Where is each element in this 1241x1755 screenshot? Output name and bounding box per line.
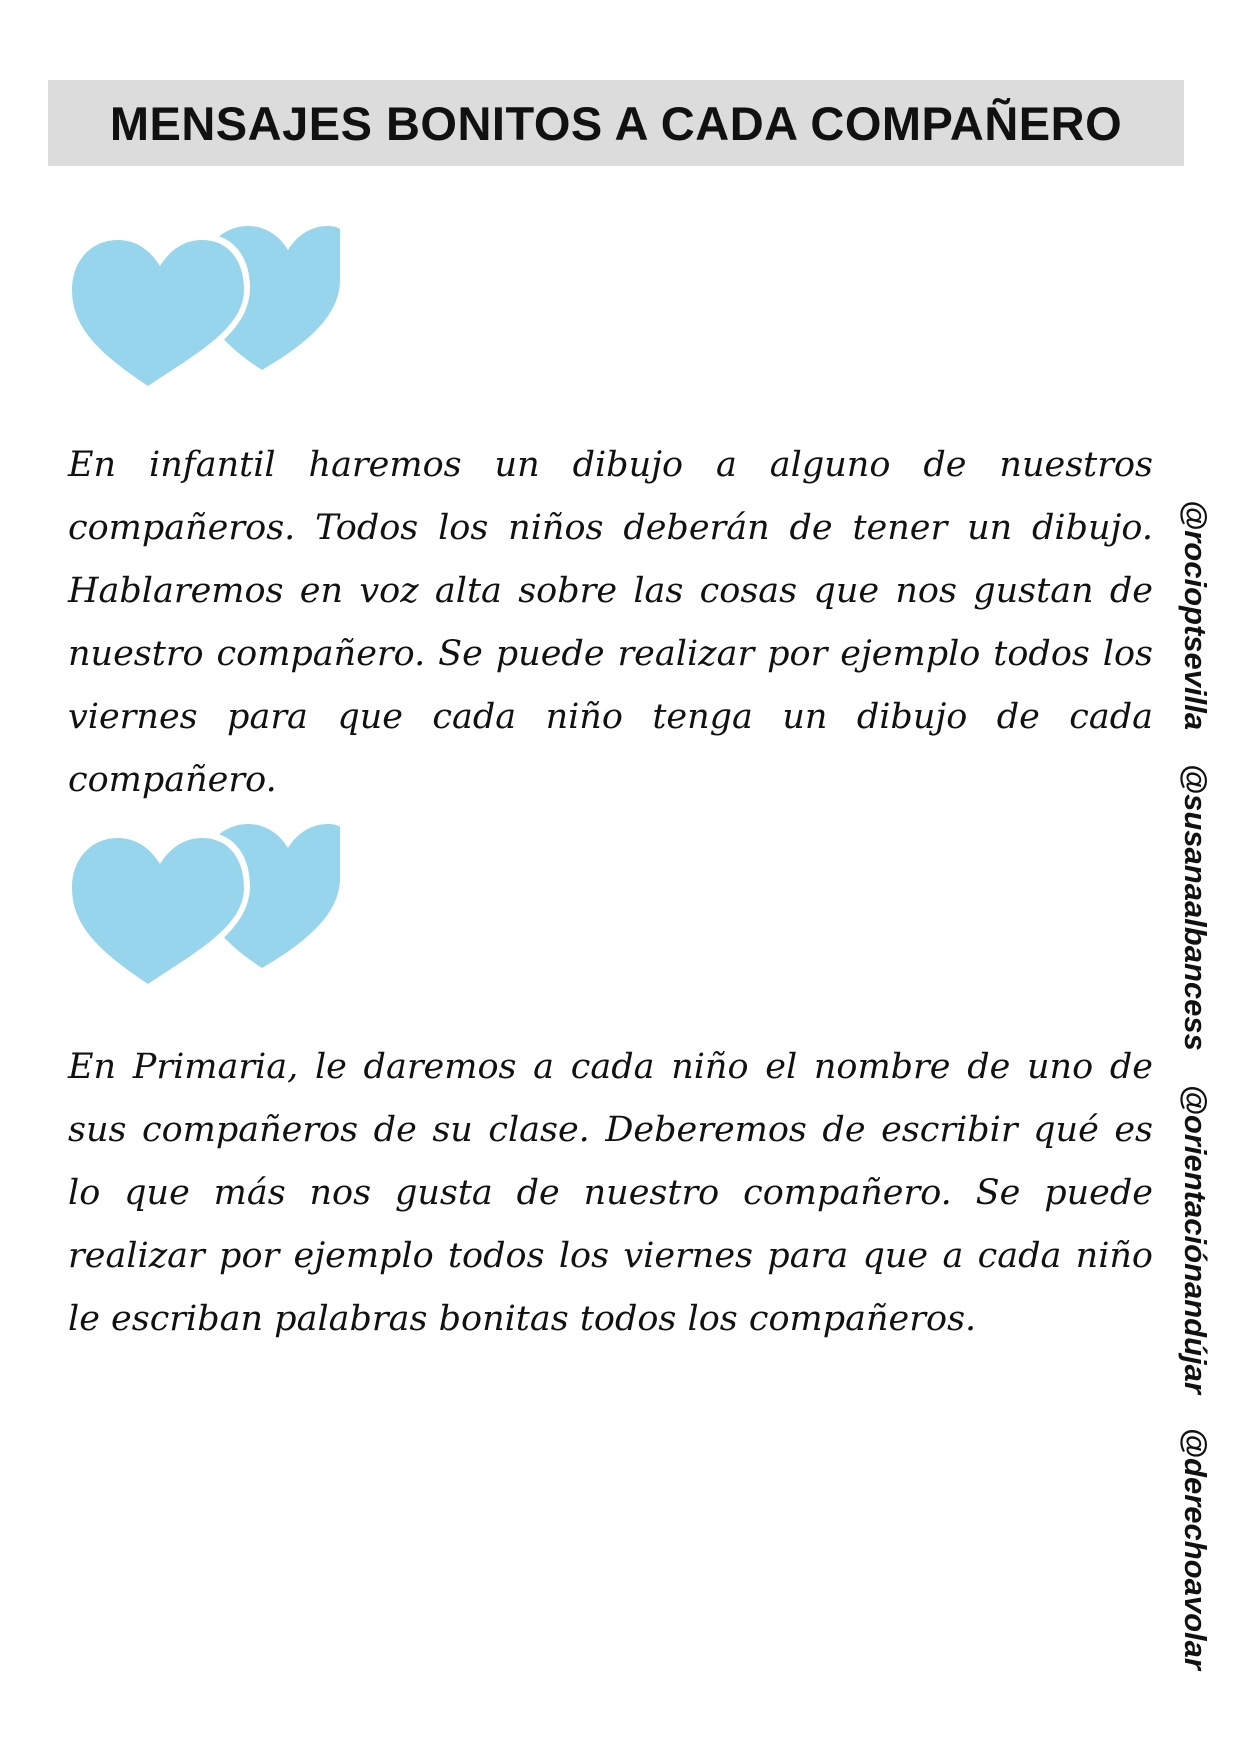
section-text: En infantil haremos un dibujo a alguno de nuestros compañeros. Todos los niños deberán de tener un dibujo. Hablaremos en voz alta sobre las cosas que nos gustan de nuestro compañero. Se puede realizar por ejemplo todos los viernes para que cada niño tenga un dibujo de cada compañero.: [68, 445, 1153, 800]
section-text: En Primaria, le daremos a cada niño el nombre de uno de sus compañeros de su clase. Deberemos de escribir qué es lo que más nos gusta de nuestro compañero. Se puede realizar por ejemplo todos los viernes para que a cada niño le escriban palabras bonitas todos los compañeros.: [68, 1047, 1153, 1339]
credit-handle: @derechoavolar: [1178, 1427, 1213, 1670]
credit-handle: @susanaalbancess: [1178, 763, 1213, 1051]
title-banner: [48, 80, 1184, 166]
credit-handle: @rocioptsevilla: [1178, 500, 1213, 731]
page-title: MENSAJES BONITOS A CADA COMPAÑERO: [109, 96, 1123, 150]
credit-handle: @orientaciónandújar: [1178, 1084, 1213, 1394]
author-credits: [1175, 500, 1215, 1670]
double-heart-icon: [66, 222, 340, 392]
double-heart-icon: [66, 820, 340, 990]
